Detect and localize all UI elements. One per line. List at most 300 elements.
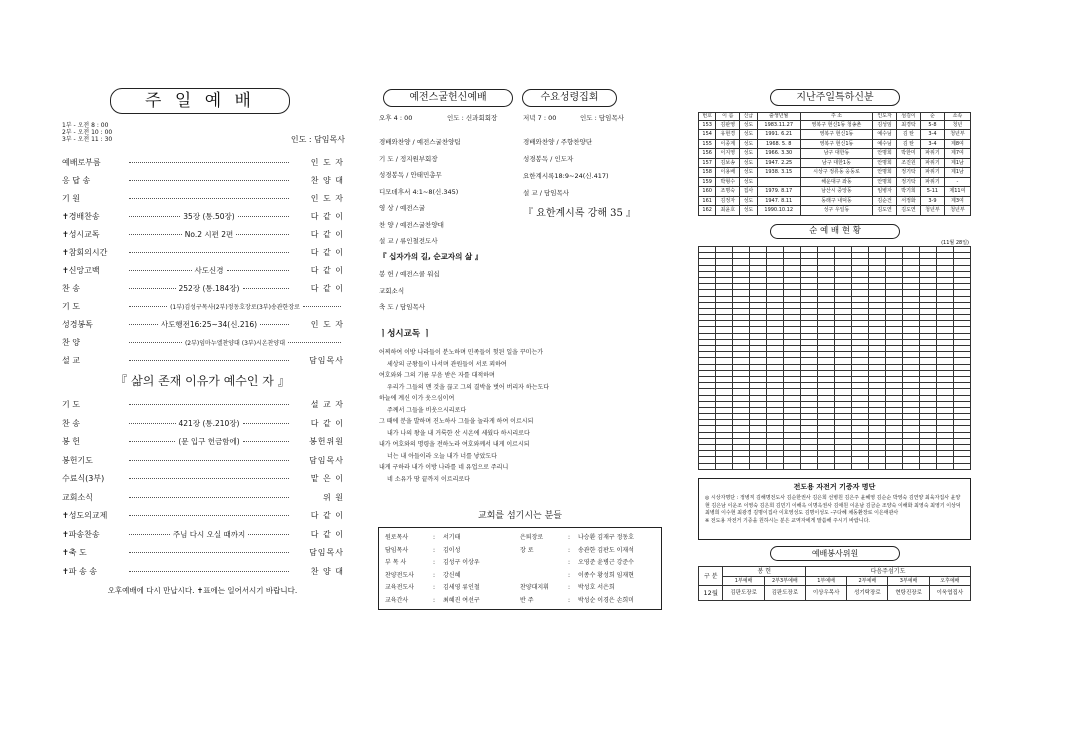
wednesday-presider: 인도 : 담임목사 [580,114,624,122]
offering-cell: 예수님 [873,139,897,149]
offering-cell: 시상구 정류동 웅동로 [800,168,872,178]
offering-cell: 제3여 [944,196,970,206]
servant-row [385,595,520,608]
order-person: 담임목사 [309,455,344,465]
offering-cell: 5-8 [920,120,944,130]
service-title: 예배봉사위원 [770,546,900,561]
offering-cell: 성도 [740,177,757,187]
order-label: 예배로부름 [62,158,101,167]
leader-dots [129,324,158,325]
worship-order-item [62,298,344,316]
offering-cell: 154 [699,130,716,140]
order-label: 설 교 [62,356,80,365]
wednesday-order [523,134,663,202]
worship-order-item [62,470,344,489]
leader-dots [227,270,290,271]
attendance-cell [920,463,937,469]
offering-title: 지난주일특하신분 [770,89,900,106]
attendance-cell [733,463,750,469]
wednesday-title: 수요성령집회 [522,89,617,107]
leader-dots [243,441,289,442]
order-person: 다 같 이 [310,511,344,520]
order-label: 성경봉독 [62,320,93,329]
afternoon-item: 경배와찬양 / 예전스굴찬양팀 [379,138,461,146]
offering-cell: 1979. 8.17 [757,187,800,197]
servant-sep: : [568,596,571,604]
offering-row [699,130,971,140]
order-label: 기 도 [62,400,80,409]
worship-order-item [62,226,344,244]
offering-cell: 파위기 [920,149,944,159]
sunday-worship-title: 주 일 예 배 [110,88,290,114]
worship-order-item [62,172,344,190]
offering-cell: 성도 [740,130,757,140]
servants-right [520,532,655,605]
servant-role: 장 로 [520,546,534,554]
leader-dots [129,180,289,181]
servant-row [520,582,655,595]
offering-cell: 3-4 [920,139,944,149]
servant-role [520,557,568,570]
servant-row [520,545,655,558]
worship-order-list-2 [62,396,344,581]
reading-line: 너는 내 아들이라 오늘 내가 너를 낳았도다 [387,452,497,460]
offering-cell: 김 탄 [897,139,921,149]
order-label: 기 원 [62,194,80,203]
worship-order-item [62,396,344,415]
order-detail: No.2 시편 2편 [184,230,234,239]
worship-order-item [62,316,344,334]
offering-cell: 김성임 [873,120,897,130]
worship-order-item [62,190,344,208]
worship-order-list [62,154,344,370]
reading-line: 주께서 그들을 비웃으시리로다 [387,406,467,414]
service-value: 성기탁장로 [847,586,888,601]
leader-dots [129,552,289,553]
afternoon-item: 축 도 / 담임목사 [379,303,426,311]
order-person: 다 같 이 [310,529,344,539]
servant-role: 교육전도사 [385,584,414,591]
order-label: 찬 송 [62,284,80,293]
servant-sep: : [433,596,436,604]
offering-cell: 최경탁 [897,120,921,130]
worship-order-item [62,352,344,370]
servant-row [385,557,520,570]
reading-lines [379,347,664,485]
service-subheader: 3부예배 [888,577,929,586]
servant-role: 반 주 [520,596,534,604]
offering-cell: 청년부 [944,206,970,216]
offering-cell: 조명숙 [716,187,740,197]
offering-cell: 5-11 [920,187,944,197]
offering-row [699,206,971,216]
servant-sep: : [568,546,571,554]
offering-row [699,149,971,159]
order-person: 위 원 [323,492,344,502]
leader-dots [248,534,289,535]
order-label: ✝경배찬송 [62,212,100,221]
servant-names: 서기태 [443,534,461,541]
offering-header-cell: 이 름 [716,113,740,121]
servant-row [520,595,655,608]
servant-sep: : [433,546,436,554]
offering-cell: 남산시 중앙동 [800,187,872,197]
attendance-table [698,246,971,470]
attendance-cell [818,463,835,469]
leader-dots [260,324,289,325]
offering-cell: 1947. 8.11 [757,196,800,206]
offering-cell: 제7여 [944,149,970,159]
servant-row [385,582,520,595]
servant-sep: : [433,559,436,566]
offering-cell: 김순건 [873,196,897,206]
leader-dots [243,423,290,424]
wednesday-item: 경배와찬양 / 주향찬양단 [523,138,593,146]
worship-order-item [62,334,344,352]
worship-order-item [62,415,344,434]
attendance-cell [869,463,886,469]
servants-left [385,532,520,605]
offering-cell: 성도 [740,158,757,168]
offering-row [699,187,971,197]
offering-cell: 159 [699,177,716,187]
reading-line: 그 때에 분을 발하며 진노하사 그들을 놀라게 하여 이르시되 [379,418,534,425]
servant-sep: : [433,571,436,579]
afternoon-presider: 인도 : 신과회회장 [447,114,498,122]
offering-cell: 집사 [740,187,757,197]
reading-line: 우리가 그들의 맨 것을 끊고 그의 결박을 벗어 버리자 하는도다 [387,383,550,391]
offering-cell: - [944,177,970,187]
offering-header-cell: 번호 [699,113,716,121]
wednesday-item: 설 교 / 담임목사 [523,189,570,197]
leader-dots [129,534,170,535]
service-month: 12월 [699,586,723,601]
order-person: 다 같 이 [310,230,344,239]
offering-header-cell: 인도자 [873,113,897,121]
servant-names: 나승환 김재구 정동호 [578,534,634,541]
offering-cell: 최윤호 [716,206,740,216]
order-label: ✝파송찬송 [62,529,100,539]
offering-cell: 156 [699,149,716,159]
order-label: 교회소식 [62,492,93,502]
offering-header-cell: 출생년월 [757,113,800,121]
servant-role: 찬양전도사 [385,571,414,579]
servant-names: 송관한 김판도 이재석 [578,546,634,554]
wednesday-time: 저녁 7 : 00 [523,114,557,122]
offering-row [699,177,971,187]
order-detail: (2부)임마누엘찬양대 (3부)시온찬양대 [184,340,286,347]
reading-line: 어찌하여 이방 나라들이 분노하며 민족들이 헛된 일을 꾸미는가 [379,349,544,356]
order-label: ✝신앙고백 [62,266,100,275]
order-label: ✝성도의교제 [62,511,108,520]
leader-dots [236,234,289,235]
service-subheader: 1부예배 [723,577,764,586]
offering-cell: 162 [699,206,716,216]
attendance-cell [852,463,869,469]
leader-dots [303,306,341,307]
offering-cell: 김정자 [716,196,740,206]
afternoon-item: 설 교 / 류인철전도사 [379,237,438,245]
offering-cell: 161 [699,196,716,206]
wednesday-sermon: 『 요한계시록 강해 35 』 [523,208,637,219]
offering-cell: 이용배 [716,168,740,178]
sermon-title: 『 삶의 존재 이유가 예수인 자 』 [115,374,290,388]
service-value: 현탕진장로 [888,586,929,601]
offering-table [698,112,971,216]
leader-dots [288,342,341,343]
service-next-header: 다음주섬기도 [805,567,970,577]
leader-dots [129,234,182,235]
servants-box [378,527,662,610]
offering-cell: 성도 [740,168,757,178]
afternoon-item: 교회소식 [379,286,405,295]
worship-footer: 오후예배에 다시 만납시다. ✝표에는 일어서시기 바랍니다. [107,586,298,595]
offering-cell: 안명희 [873,158,897,168]
service-subheader: 2부3부예배 [764,577,805,586]
offering-cell: 예수님 [873,130,897,140]
offering-cell: 성도 [740,206,757,216]
order-detail: 주님 다시 오실 때까지 [172,529,246,539]
order-detail: (1부)김성구목사(2부)정동호장로(3부)송관한장로 [170,304,300,311]
reading-line: 하늘에 계신 이가 웃으심이여 [379,395,455,402]
leader-dots [129,515,289,516]
offering-cell: 김 탄 [897,130,921,140]
offering-cell: 3-4 [920,130,944,140]
order-detail: 252장 (통.184장) [178,284,240,293]
offering-row [699,158,971,168]
afternoon-item: 찬 양 / 예전스굴찬양대 [379,220,444,229]
offering-cell: 김판영 [716,120,740,130]
offering-cell: 청년부 [920,206,944,216]
leader-dots [129,288,176,289]
reading-line: 내게 구하라 내가 이방 나라를 네 유업으로 주리니 [379,464,509,471]
attendance-title: 순 예 배 현 황 [770,224,900,239]
servant-role: 은퇴장로 [520,534,544,541]
leader-dots [129,252,289,253]
leader-dots [129,460,289,461]
servant-sep: : [568,534,571,541]
order-person: 다 같 이 [310,284,344,293]
afternoon-order [379,134,519,250]
offering-cell: 제8여 [944,139,970,149]
offering-cell: 김보송 [716,158,740,168]
servant-names: 최혜진 여선구 [443,596,480,604]
servant-sep: : [568,559,571,566]
offering-cell: 153 [699,120,716,130]
order-person: 담임목사 [309,356,344,365]
servant-role: 부 목 사 [385,559,407,566]
worship-order-item [62,544,344,563]
order-person: 설 교 자 [310,400,344,409]
attendance-cell [750,463,767,469]
servant-row [385,532,520,545]
afternoon-title: 예전스굴헌신예배 [383,89,513,107]
offering-cell: 유현경 [716,130,740,140]
time-2: 2부 - 오전 10 : 00 [62,129,113,136]
attendance-cell [699,463,716,469]
attendance-cell [835,463,852,469]
service-values [699,586,971,601]
offering-cell: 1947. 2.25 [757,158,800,168]
order-person: 찬 양 대 [310,176,344,185]
worship-order-item [62,507,344,526]
servant-sep: : [433,584,436,591]
order-label: 기 도 [62,302,80,311]
servant-row [520,570,655,583]
offering-cell: 서정화 [897,196,921,206]
order-person: 맡 은 이 [310,474,344,483]
order-person: 다 같 이 [310,248,344,257]
reading-line: 네 소유가 땅 끝까지 이르리로다 [387,475,470,483]
servant-names: 강신혜 [443,571,461,579]
service-subheaders [699,577,971,586]
afternoon-order-2 [379,266,519,316]
offering-cell: 박기희 [897,187,921,197]
offering-cell: 안명희 [873,149,897,159]
order-label: ✝성시교독 [62,230,100,239]
leader-dots [129,497,289,498]
offering-header-cell: 섬김이 [897,113,921,121]
servant-role: 원로목사 [385,534,409,541]
worship-order-item [62,244,344,262]
attendance-cell [954,463,971,469]
offering-cell: 해운대구 좌동 [800,177,872,187]
offering-cell: 안명희 [873,177,897,187]
offering-cell: 안명희 [873,168,897,178]
reading-line: 내가 여호와의 명령을 전하노라 여호와께서 내게 이르시되 [379,441,530,448]
offering-cell: 남구 대한1동 [800,158,872,168]
offering-cell: 이지영 [716,149,740,159]
servant-row [385,545,520,558]
offering-cell: 정기탁 [897,177,921,187]
servant-names: 박성호 서은희 [578,584,615,591]
offering-cell: 영복구 현신1동 청송촌 [800,120,872,130]
offering-cell: 157 [699,158,716,168]
order-person: 다 같 이 [310,266,344,275]
leader-dots [129,478,289,479]
offering-header-row [699,113,971,121]
offering-cell: 155 [699,139,716,149]
worship-order-item [62,563,344,582]
order-detail: (문 입구 헌금함에) [178,437,240,446]
leader-dots [129,306,167,307]
offering-cell: 김도연 [897,206,921,216]
donors-note: ※ 전도용 자전거 기증을 원하시는 분은 교역자에게 말씀해 주시기 바랍니다. [705,517,870,524]
attendance-row [699,463,971,469]
offering-header-cell: 신급 [740,113,757,121]
leader-dots [238,216,289,217]
offering-cell: 이종계 [716,139,740,149]
order-person: 인 도 자 [310,158,344,167]
order-label: 수료식(3부) [62,474,105,483]
wednesday-item: 요한계시록18:9~24(신.417) [523,172,609,180]
offering-cell: 제11여 [944,187,970,197]
afternoon-item: 성경봉독 / 안태민총무 [379,171,442,179]
leader-dots [129,162,289,163]
afternoon-item: 영 상 / 예전스굴 [379,204,426,212]
servant-names: 김세영 류인철 [443,584,480,591]
offering-cell: 1966. 3.30 [757,149,800,159]
donors-text: ◎ 시상자명단 : 정병직 김해명전도사 김순한권사 김은희 선병원 김은주 윤혜영 김순순 박영숙 김연양 최육자집사 윤양현 김은남 이운조 이영숙 김은희 김민기 이해옥 이명옥권사 김애원 이운남 김금순 조양숙 이해화 최영숙 최영기 이상덕 최병희 이수현 최광경 김명이집사 이호영성도 김명이성도 -구다혜 채동환장로 이은애관사 [705,495,961,516]
servant-names: 이종수 황성희 임재현 [578,571,634,579]
order-label: 봉헌기도 [62,455,93,465]
leader-dots [129,216,180,217]
order-person: 인 도 자 [310,320,344,329]
order-person: 봉헌위원 [309,437,344,446]
attendance-cell [801,463,818,469]
service-subheader: 오후예배 [929,577,970,586]
order-detail: 사도행전16:25~34(신.216) [160,320,258,329]
servant-role: 담임목사 [385,546,409,554]
offering-cell: 158 [699,168,716,178]
order-detail: 사도신경 [194,266,224,275]
worship-order-item [62,489,344,508]
offering-cell: 동래구 내덕동 [800,196,872,206]
offering-cell: 3-9 [920,196,944,206]
servant-row [385,570,520,583]
afternoon-item: 디모데후서 4:1~8(신.345) [379,187,459,196]
worship-order-item [62,208,344,226]
order-person: 찬 양 대 [310,566,344,576]
servant-names: 박성순 이경은 손희미 [578,596,634,604]
worship-order-item [62,433,344,452]
servant-names: 김이성 [443,546,461,554]
leader-dots [129,360,289,361]
order-person: 다 같 이 [310,418,344,428]
attendance-cell [937,463,954,469]
worship-order-item [62,262,344,280]
offering-header-cell: 주 소 [800,113,872,121]
service-value: 이상우목사 [805,586,846,601]
attendance-cell [886,463,903,469]
order-label: ✝참회의시간 [62,248,108,257]
service-group-header: 구 분 [699,567,723,586]
order-label: 찬 양 [62,338,80,347]
servant-role [520,570,568,583]
offering-row [699,139,971,149]
worship-order-item [62,526,344,545]
order-label: 봉 헌 [62,437,80,446]
order-label: ✝파 송 송 [62,566,97,576]
offering-cell: 조진원 [897,158,921,168]
offering-cell: 성도 [740,149,757,159]
offering-cell: 제1남 [944,158,970,168]
afternoon-item: 기 도 / 정지원부회장 [379,154,438,163]
leader-dots [129,342,182,343]
order-person: 다 같 이 [310,212,344,221]
servant-sep: : [568,571,571,579]
time-3: 3부 - 오전 11 : 30 [62,136,113,143]
offering-header-cell: 순 [920,113,944,121]
offering-cell: 정기탁 [897,168,921,178]
service-offering-header: 봉 헌 [723,567,806,577]
worship-times [62,122,112,143]
offering-cell: 성도 [740,139,757,149]
service-value: 김판도장로 [764,586,805,601]
service-subheader: 1부예배 [805,577,846,586]
worship-order-item [62,452,344,471]
offering-cell: 청년부 [944,130,970,140]
offering-row [699,120,971,130]
service-subheader: 2부예배 [847,577,888,586]
offering-cell: 청년 [944,120,970,130]
offering-cell: 박한미 [897,149,921,159]
service-table [698,566,971,601]
offering-cell: 1983.11.27 [757,120,800,130]
offering-cell: 파위기 [920,168,944,178]
attendance-cell [784,463,801,469]
offering-cell: 임병자 [873,187,897,197]
